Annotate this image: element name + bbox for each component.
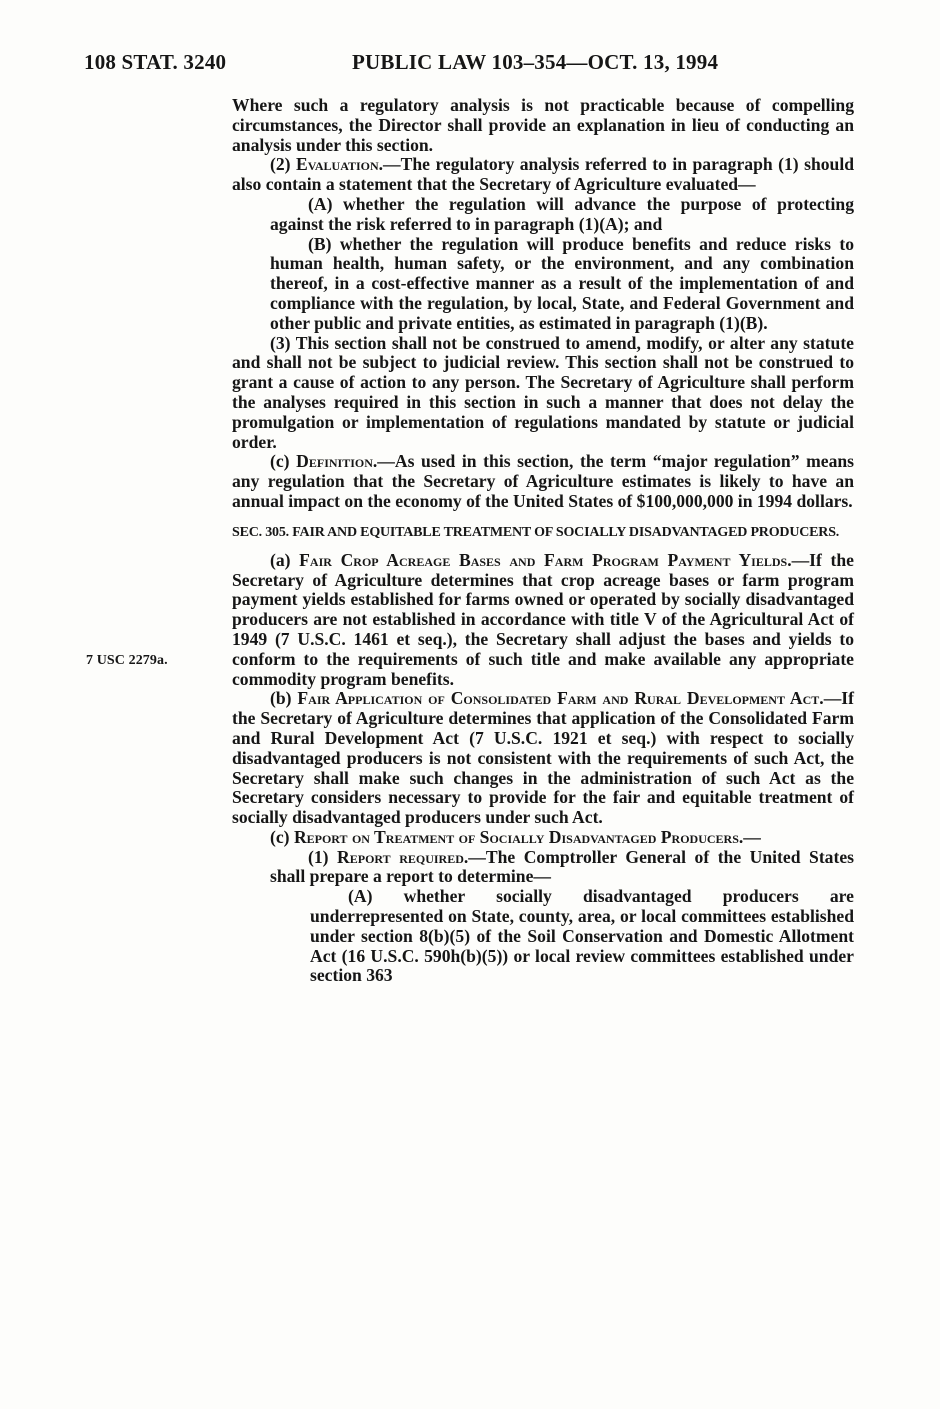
section305-subparagraph-c1a: (A) whether socially disadvantaged producers are underrepresented on State, county, area, or local committees established under section 8(b)(5) of the Soil Conservation and Domestic Allotment Act (16 U.S.C. 590h(b)(5)) or local review committees established under section 363 — [310, 886, 854, 986]
section305-paragraph-c1 — [232, 848, 854, 888]
subsection-heading: Report on Treatment of Socially Disadvantaged Producers — [293, 826, 739, 847]
section305-subsection-a — [232, 551, 854, 690]
subsection-number: (b) — [270, 688, 298, 709]
statute-page-number: 108 STAT. 3240 — [84, 50, 227, 74]
paragraph-2-evaluation — [232, 155, 854, 195]
subsection-c-definition — [232, 452, 854, 511]
paragraph-text: .—The Comptroller General of the United States shall prepare a report to determine— — [270, 846, 854, 887]
document-body — [232, 96, 854, 986]
paragraph-continuation: Where such a regulatory analysis is not practicable because of compelling circumstances, the Director shall provide an explanation in lieu of conducting an analysis under this section. — [232, 95, 854, 155]
subsection-heading: Definition — [296, 451, 373, 472]
margin-citation: 7 USC 2279a. — [86, 653, 168, 668]
public-law-header: PUBLIC LAW 103–354—OCT. 13, 1994 — [352, 50, 719, 74]
subsection-heading: Fair Crop Acreage Bases and Farm Program Payment Yields — [299, 549, 788, 570]
paragraph-heading: Report required — [337, 846, 464, 867]
subsection-number: (a) — [270, 549, 300, 570]
subsection-number: (c) — [270, 826, 294, 847]
subsection-text: .—If the Secretary of Agriculture determines that crop acreage bases or farm program payment yields established for farms owned or operated by socially disadvantaged producers are not established in accordance with title V of the Agricultural Act of 1949 (7 U.S.C. 1461 et seq.), the Secretary shall adjust the bases and yields to conform to the requirements of such title and make available any appropriate commodity program benefits. — [232, 549, 854, 689]
subsection-text: .— — [738, 826, 761, 847]
paragraph-number: (1) — [308, 846, 338, 867]
paragraph-heading: Evaluation — [296, 154, 379, 175]
paragraph-3: (3) This section shall not be construed to amend, modify, or alter any statute and shall not be subject to judicial review. This section shall not be construed to grant a cause of action to any person. The Secretary of Agriculture shall perform the analyses required in this section in such a manner that does not delay the promulgation or implementation of regulations mandated by statute or judicial order. — [232, 332, 854, 452]
subsection-text: .—If the Secretary of Agriculture determines that application of the Consolidated Farm and Rural Development Act (7 U.S.C. 1921 et seq.) with respect to socially disadvantaged producers is not consistent with the requirements of such Act, the Secretary shall make such changes in the administration of such Act as the Secretary considers necessary to provide for the fair and equitable treatment of socially disadvantaged producers under such Act. — [232, 688, 854, 828]
subsection-text: .—As used in this section, the term “major regulation” means any regulation that the Secretary of Agriculture estimates is likely to have an annual impact on the economy of the United States of $100,000,000 in 1994 dollars. — [232, 451, 854, 511]
subparagraph-2b: (B) whether the regulation will produce benefits and reduce risks to human health, human safety, or the environment, and any combination thereof, in a cost-effective manner as a result of the implementation of and compliance with the regulation, by local, State, and Federal Government and other public and private entities, as estimated in paragraph (1)(B). — [270, 233, 854, 333]
paragraph-number: (2) — [270, 154, 296, 175]
subparagraph-2a: (A) whether the regulation will advance the purpose of protecting against the risk referred to in paragraph (1)(A); and — [270, 193, 854, 234]
subsection-heading: Fair Application of Consolidated Farm and Rural Development Act — [297, 688, 820, 709]
section305-subsection-c — [232, 828, 854, 848]
paragraph-text: .—The regulatory analysis referred to in paragraph (1) should also contain a statement that the Secretary of Agriculture evaluated— — [232, 154, 854, 195]
section305-subsection-b — [232, 689, 854, 828]
section-heading: SEC. 305. FAIR AND EQUITABLE TREATMENT OF SOCIALLY DISADVANTAGED PRODUCERS. — [232, 524, 840, 540]
subsection-number: (c) — [270, 451, 297, 472]
